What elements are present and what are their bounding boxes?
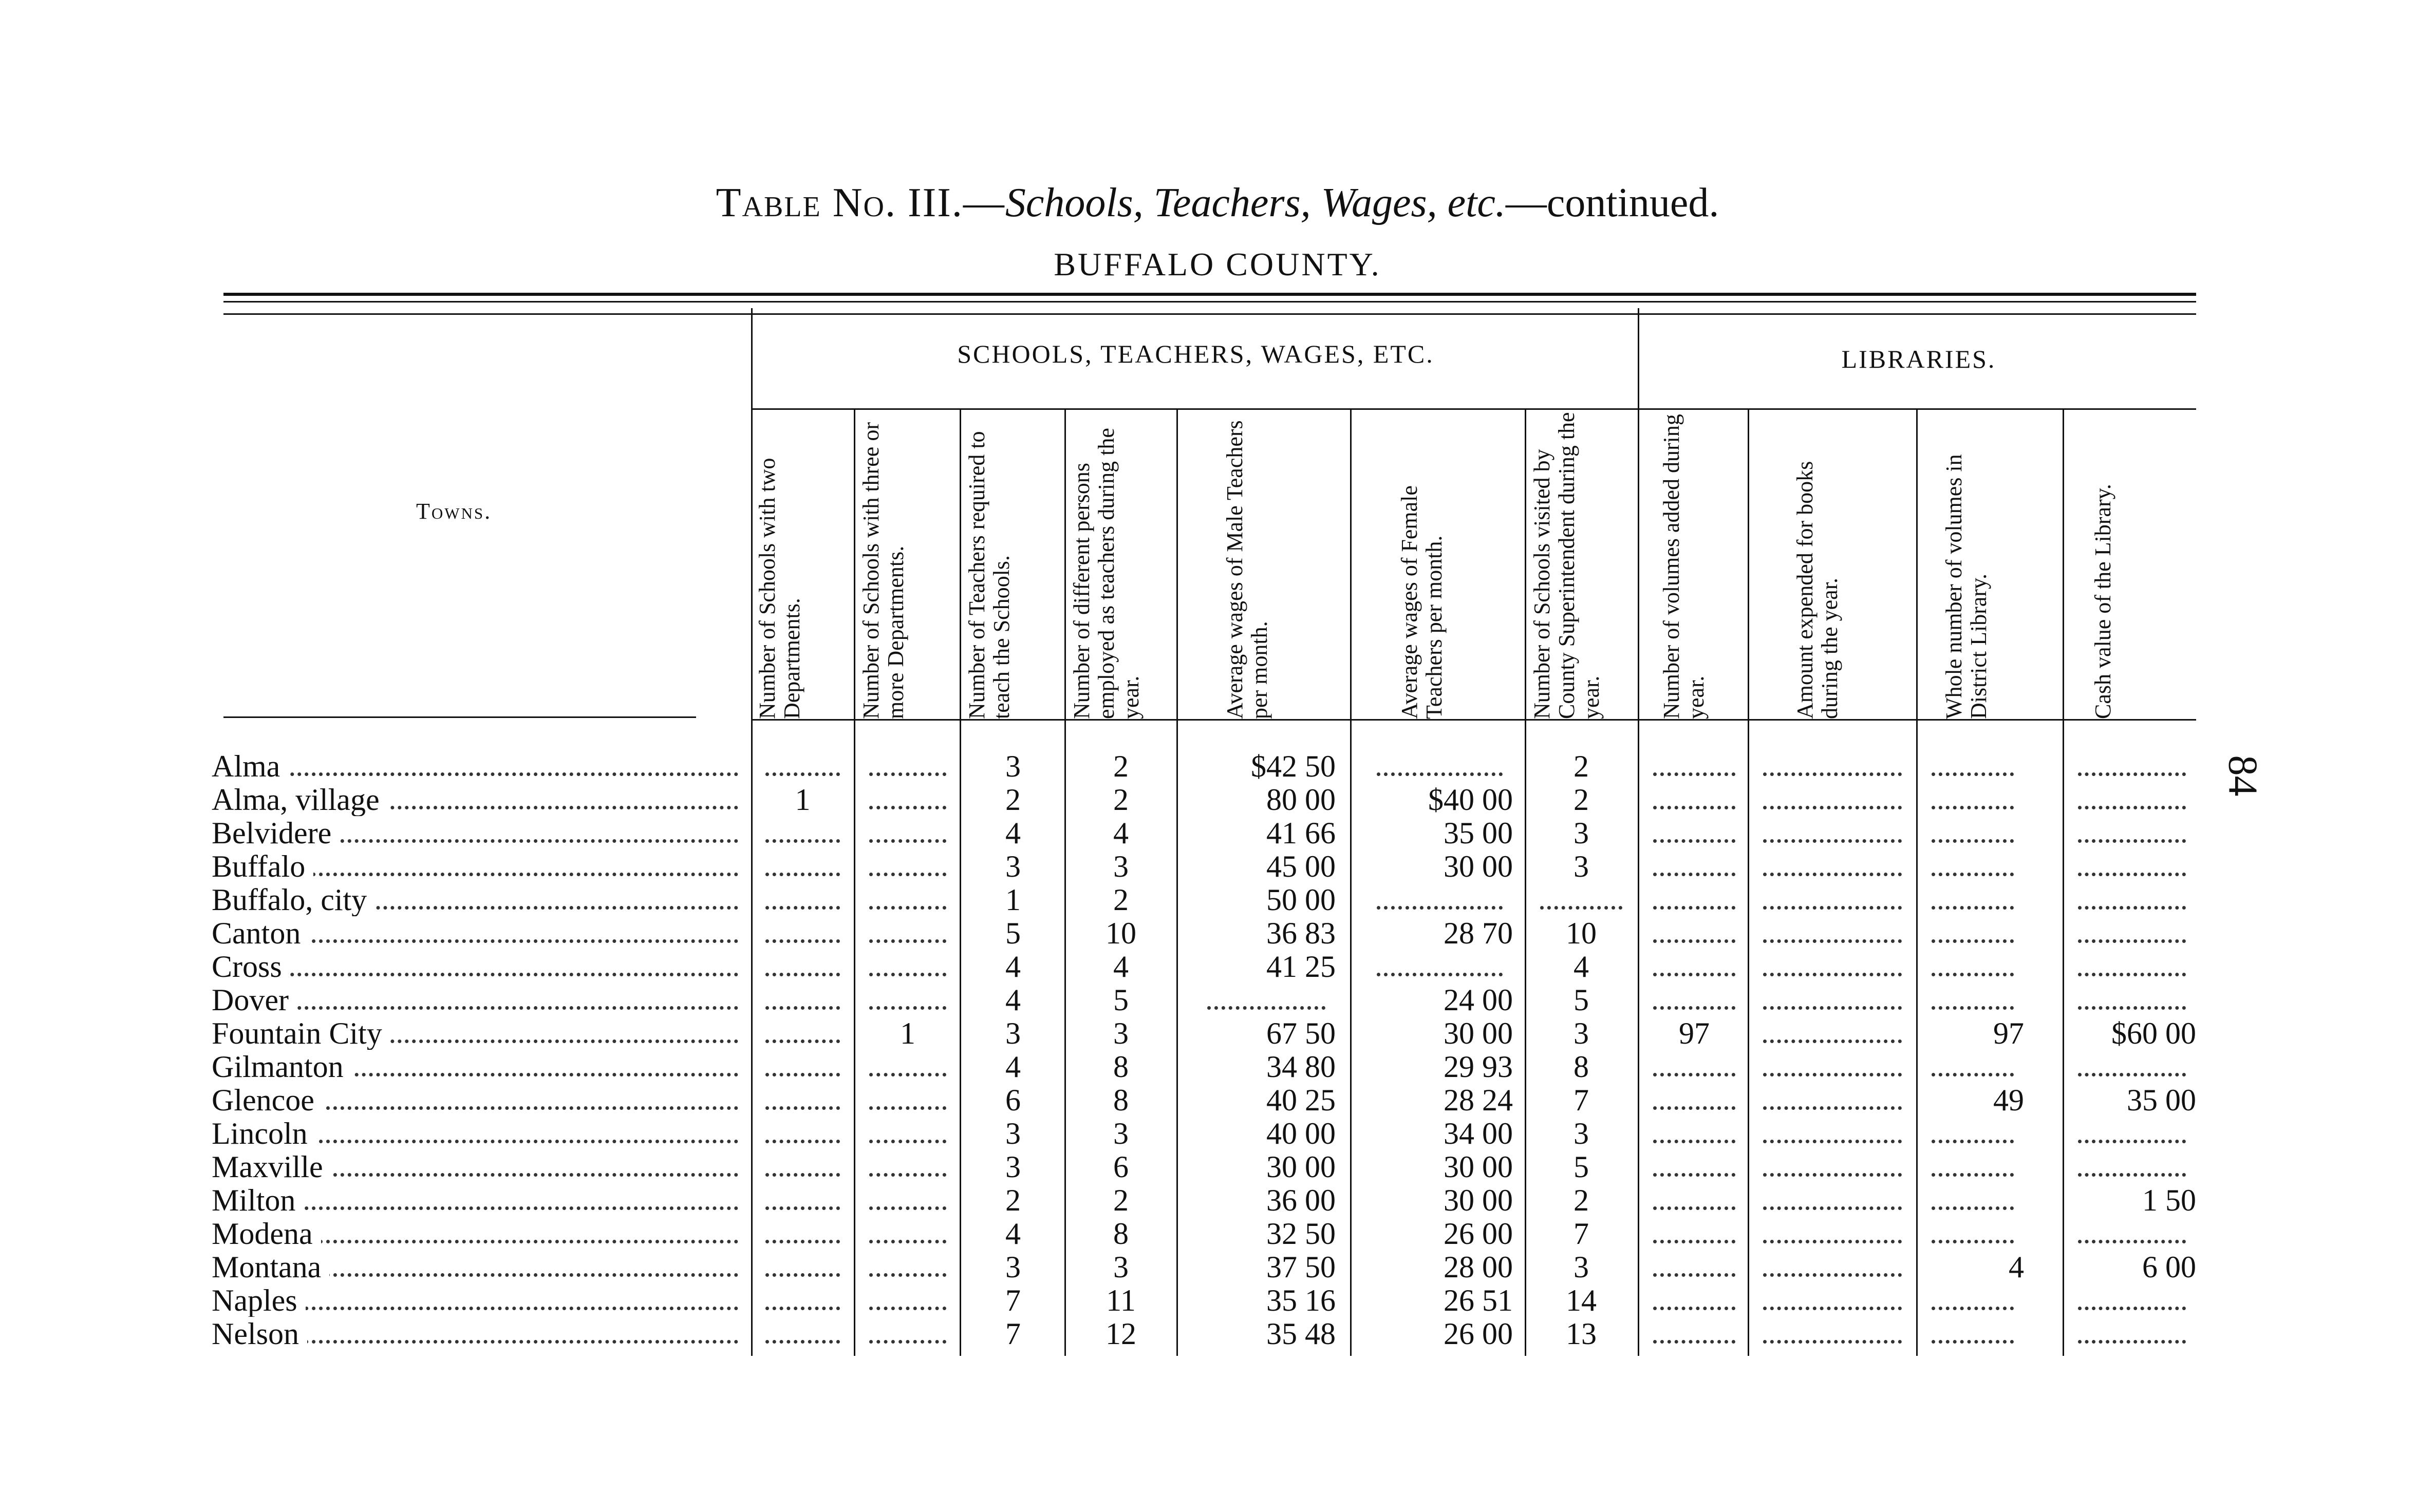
leader-dots [1763,1006,1902,1010]
cell-visited: 3 [1574,816,1589,850]
town-label: Belvidere [212,817,340,849]
cell-cash: 35 00 [2127,1083,2196,1117]
cell-visited: 3 [1574,1250,1589,1284]
cell-teachers: 4 [1005,816,1021,850]
table-row [0,950,2435,983]
cell-male: $42 50 [1251,749,1336,783]
leader-dots [1763,772,1902,776]
group-header-rule [753,408,2196,410]
leader-dots [765,973,840,976]
leader-dots [2078,906,2186,910]
cell-whole: 4 [2009,1250,2024,1284]
col-header-whole-volumes: Whole number of volumes in District Library. [1941,454,1991,719]
town-label: Lincoln [212,1117,316,1150]
town-name [212,950,738,983]
leader-dots [1653,1340,1735,1344]
cell-visited: 10 [1566,916,1597,950]
col-header-male-wages: Average wages of Male Teachers per month. [1222,420,1272,719]
town-name [212,1150,738,1183]
town-name [212,850,738,883]
cell-teachers: 4 [1005,1050,1021,1084]
cell-visited: 2 [1574,783,1589,817]
town-label: Canton [212,917,309,950]
table-row [0,750,2435,783]
cell-persons: 3 [1113,849,1129,883]
leader-dots [869,1340,946,1344]
leader-dots [1763,1106,1902,1110]
leader-dots [1207,1006,1325,1010]
cell-female: 28 24 [1444,1083,1513,1117]
cell-female: 30 00 [1444,1016,1513,1050]
leader-dots [869,973,946,976]
cell-visited: 13 [1566,1317,1597,1351]
table-row [0,1050,2435,1083]
leader-dots [2078,1073,2186,1076]
cell-persons: 2 [1113,783,1129,817]
leader-dots [765,1240,840,1243]
col-header-volumes-added: Number of volumes added during year. [1659,414,1709,719]
cell-teachers: 3 [1005,749,1021,783]
col-header-two-dept: Number of Schools with two Departments. [755,458,804,719]
leader-dots [2078,1240,2186,1243]
leader-dots [1653,939,1735,943]
libraries-group-header: LIBRARIES. [1841,345,1996,373]
cell-persons: 3 [1113,1117,1129,1150]
cell-teachers: 7 [1005,1317,1021,1351]
leader-dots [869,806,946,809]
leader-dots [1653,906,1735,910]
table-row [0,850,2435,883]
leader-dots [1932,1073,2014,1076]
leader-dots [2078,1140,2186,1143]
leader-dots [1932,939,2014,943]
leader-dots [1763,839,1902,843]
leader-dots [765,1307,840,1310]
leader-dots [765,1340,840,1344]
leader-dots [765,873,840,876]
cell-teachers: 2 [1005,1183,1021,1217]
table-row [0,883,2435,916]
cell-female: 24 00 [1444,983,1513,1017]
cell-teachers: 3 [1005,1250,1021,1284]
leader-dots [869,1206,946,1210]
town-label: Alma, village [212,783,388,816]
town-label: Glencoe [212,1084,323,1117]
leader-dots [1932,1206,2014,1210]
cell-female: 30 00 [1444,849,1513,883]
leader-dots [2078,939,2186,943]
leader-dots [2078,1307,2186,1310]
town-label: Nelson [212,1317,307,1350]
table-row [0,1251,2435,1283]
table-subject: Schools, Teachers, Wages, etc. [1005,180,1506,225]
leader-dots [1653,1206,1735,1210]
page-number: 84 [2220,755,2265,797]
town-label: Gilmanton [212,1050,352,1083]
cell-male: 67 50 [1266,1016,1336,1050]
cell-persons: 11 [1106,1283,1136,1317]
leader-dots [1653,806,1735,809]
leader-dots [1763,939,1902,943]
cell-male: 35 48 [1266,1317,1336,1351]
cell-female: 28 00 [1444,1250,1513,1284]
town-name [212,883,738,916]
cell-male: 45 00 [1266,849,1336,883]
cell-persons: 8 [1113,1217,1129,1251]
cell-vol-added: 97 [1679,1016,1710,1050]
cell-male: 36 00 [1266,1183,1336,1217]
town-label: Buffalo [212,850,313,883]
cell-teachers: 4 [1005,1217,1021,1251]
cell-teachers: 3 [1005,1016,1021,1050]
leader-dots [1377,973,1503,976]
cell-teachers: 5 [1005,916,1021,950]
leader-dots [1653,1006,1735,1010]
table-row [0,1317,2435,1350]
cell-female: 35 00 [1444,816,1513,850]
leader-dots [869,1173,946,1177]
cell-female: 26 51 [1444,1283,1513,1317]
leader-dots [869,1106,946,1110]
leader-dots [869,1073,946,1076]
leader-dots [869,839,946,843]
cell-two: 1 [795,783,811,817]
town-name [212,1251,738,1283]
town-name [212,1084,738,1117]
leader-dots [1653,1273,1735,1277]
col-header-amount-expended: Amount expended for books during the year. [1792,461,1842,719]
table-title [0,180,2435,226]
cell-male: 50 00 [1266,883,1336,917]
leader-dots [869,939,946,943]
table-row [0,1184,2435,1217]
cell-visited: 7 [1574,1083,1589,1117]
cell-teachers: 3 [1005,1150,1021,1184]
cell-male: 41 66 [1266,816,1336,850]
cell-male: 80 00 [1266,783,1336,817]
leader-dots [1763,1273,1902,1277]
town-name [212,1217,738,1250]
cell-visited: 4 [1574,950,1589,984]
cell-persons: 2 [1113,749,1129,783]
leader-dots [765,772,840,776]
leader-dots [1763,973,1902,976]
county-title: BUFFALO COUNTY. [1054,246,1381,282]
leader-dots [1763,873,1902,876]
town-label: Cross [212,950,290,983]
cell-three: 1 [900,1016,915,1050]
cell-male: 41 25 [1266,950,1336,984]
leader-dots [869,772,946,776]
town-label: Montana [212,1251,329,1283]
leader-dots [1377,772,1503,776]
cell-male: 36 83 [1266,916,1336,950]
table-number: Table No. III.— [716,180,1005,225]
leader-dots [765,1073,840,1076]
leader-dots [1932,1140,2014,1143]
leader-dots [869,1240,946,1243]
cell-persons: 2 [1113,1183,1129,1217]
cell-male: 30 00 [1266,1150,1336,1184]
town-name [212,1117,738,1150]
leader-dots [765,939,840,943]
leader-dots [765,1206,840,1210]
leader-dots [1653,772,1735,776]
top-rule-third [223,313,2196,315]
town-label: Naples [212,1284,306,1317]
table-row [0,783,2435,816]
col-header-female-wages: Average wages of Female Teachers per month. [1397,485,1447,719]
top-rule-thick [223,293,2196,296]
continued-label: —continued. [1505,180,1719,225]
leader-dots [1932,772,2014,776]
leader-dots [765,1173,840,1177]
town-name [212,984,738,1016]
town-name [212,1050,738,1083]
cell-visited: 3 [1574,1117,1589,1150]
leader-dots [2078,1006,2186,1010]
cell-whole: 49 [1993,1083,2024,1117]
leader-dots [1653,1106,1735,1110]
town-name [212,917,738,950]
cell-persons: 6 [1113,1150,1129,1184]
cell-male: 40 25 [1266,1083,1336,1117]
town-label: Dover [212,984,297,1016]
cell-whole: 97 [1993,1016,2024,1050]
cell-female: 30 00 [1444,1150,1513,1184]
cell-visited: 7 [1574,1217,1589,1251]
leader-dots [1763,1340,1902,1344]
town-label: Maxville [212,1150,331,1183]
leader-dots [1932,1340,2014,1344]
cell-teachers: 7 [1005,1283,1021,1317]
leader-dots [1932,1307,2014,1310]
cell-persons: 5 [1113,983,1129,1017]
cell-persons: 10 [1106,916,1136,950]
cell-cash: 6 00 [2142,1250,2196,1284]
cell-persons: 4 [1113,816,1129,850]
cell-cash: $60 00 [2111,1016,2196,1050]
town-name [212,783,738,816]
leader-dots [2078,806,2186,809]
town-label: Milton [212,1184,304,1217]
table-row [0,1017,2435,1050]
cell-visited: 14 [1566,1283,1597,1317]
cell-persons: 2 [1113,883,1129,917]
leader-dots [869,1273,946,1277]
cell-visited: 5 [1574,1150,1589,1184]
leader-dots [1932,1006,2014,1010]
leader-dots [1932,1173,2014,1177]
cell-teachers: 3 [1005,849,1021,883]
leader-dots [765,1140,840,1143]
leader-dots [1763,906,1902,910]
town-label: Buffalo, city [212,883,375,916]
town-name [212,817,738,849]
leader-dots [765,906,840,910]
cell-female: 26 00 [1444,1317,1513,1351]
leader-dots [2078,1340,2186,1344]
leader-dots [1932,1240,2014,1243]
cell-teachers: 4 [1005,950,1021,984]
town-label: Modena [212,1217,321,1250]
cell-persons: 4 [1113,950,1129,984]
leader-dots [765,1106,840,1110]
cell-persons: 3 [1113,1250,1129,1284]
leader-dots [765,1006,840,1010]
cell-teachers: 4 [1005,983,1021,1017]
leader-dots [1763,1073,1902,1076]
leader-dots [1763,1040,1902,1043]
cell-cash: 1 50 [2142,1183,2196,1217]
cell-male: 40 00 [1266,1117,1336,1150]
town-name [212,1017,738,1050]
cell-teachers: 6 [1005,1083,1021,1117]
table-row [0,1084,2435,1117]
cell-teachers: 1 [1005,883,1021,917]
towns-header-rule [223,716,696,718]
leader-dots [1932,839,2014,843]
leader-dots [1763,1206,1902,1210]
cell-male: 34 80 [1266,1050,1336,1084]
town-name [212,1317,738,1350]
cell-female: 30 00 [1444,1183,1513,1217]
cell-visited: 5 [1574,983,1589,1017]
leader-dots [1653,1140,1735,1143]
cell-persons: 12 [1106,1317,1136,1351]
col-header-three-dept: Number of Schools with three or more Departments. [858,422,908,719]
leader-dots [2078,973,2186,976]
leader-dots [869,906,946,910]
table-row [0,817,2435,849]
leader-dots [1932,806,2014,809]
leader-dots [869,1006,946,1010]
leader-dots [1540,906,1622,910]
leader-dots [2078,873,2186,876]
town-name [212,1284,738,1317]
town-label: Alma [212,750,288,783]
leader-dots [1653,1240,1735,1243]
cell-female: 34 00 [1444,1117,1513,1150]
table-row [0,1150,2435,1183]
cell-visited: 2 [1574,749,1589,783]
leader-dots [1932,973,2014,976]
leader-dots [1653,1307,1735,1310]
leader-dots [1653,1173,1735,1177]
leader-dots [1377,906,1503,910]
top-rule-thin [223,301,2196,303]
cell-persons: 8 [1113,1083,1129,1117]
cell-visited: 2 [1574,1183,1589,1217]
leader-dots [1763,1140,1902,1143]
leader-dots [869,1307,946,1310]
leader-dots [2078,839,2186,843]
leader-dots [1653,873,1735,876]
table-row [0,917,2435,950]
col-header-schools-visited: Number of Schools visited by County Superintendent during the year. [1529,412,1604,719]
leader-dots [1653,973,1735,976]
cell-visited: 3 [1574,849,1589,883]
cell-female: $40 00 [1428,783,1513,817]
col-header-teachers-required: Number of Teachers required to teach the Schools. [964,431,1014,719]
cell-persons: 3 [1113,1016,1129,1050]
leader-dots [1763,1307,1902,1310]
cell-male: 32 50 [1266,1217,1336,1251]
cell-male: 35 16 [1266,1283,1336,1317]
table-row [0,984,2435,1016]
cell-female: 28 70 [1444,916,1513,950]
cell-visited: 8 [1574,1050,1589,1084]
col-header-cash-value: Cash value of the Library. [2090,484,2115,719]
town-label: Fountain City [212,1017,390,1050]
town-name [212,1184,738,1217]
town-name [212,750,738,783]
col-header-persons-employed: Number of different persons employed as teachers during the year. [1069,428,1144,719]
cell-persons: 8 [1113,1050,1129,1084]
leader-dots [869,873,946,876]
leader-dots [1763,1240,1902,1243]
table-row [0,1117,2435,1150]
cell-visited: 3 [1574,1016,1589,1050]
towns-column-header: Towns. [416,499,492,524]
leader-dots [765,1040,840,1043]
cell-female: 29 93 [1444,1050,1513,1084]
table-row [0,1217,2435,1250]
cell-female: 26 00 [1444,1217,1513,1251]
leader-dots [765,839,840,843]
leader-dots [869,1140,946,1143]
schools-group-header: SCHOOLS, TEACHERS, WAGES, ETC. [957,339,1434,368]
leader-dots [1932,906,2014,910]
leader-dots [1763,1173,1902,1177]
cell-male: 37 50 [1266,1250,1336,1284]
column-header-rule [753,719,2196,721]
cell-teachers: 2 [1005,783,1021,817]
leader-dots [765,1273,840,1277]
leader-dots [1763,806,1902,809]
cell-teachers: 3 [1005,1117,1021,1150]
table-row [0,1284,2435,1317]
leader-dots [2078,772,2186,776]
leader-dots [1653,839,1735,843]
leader-dots [2078,1173,2186,1177]
leader-dots [1653,1073,1735,1076]
leader-dots [1932,873,2014,876]
